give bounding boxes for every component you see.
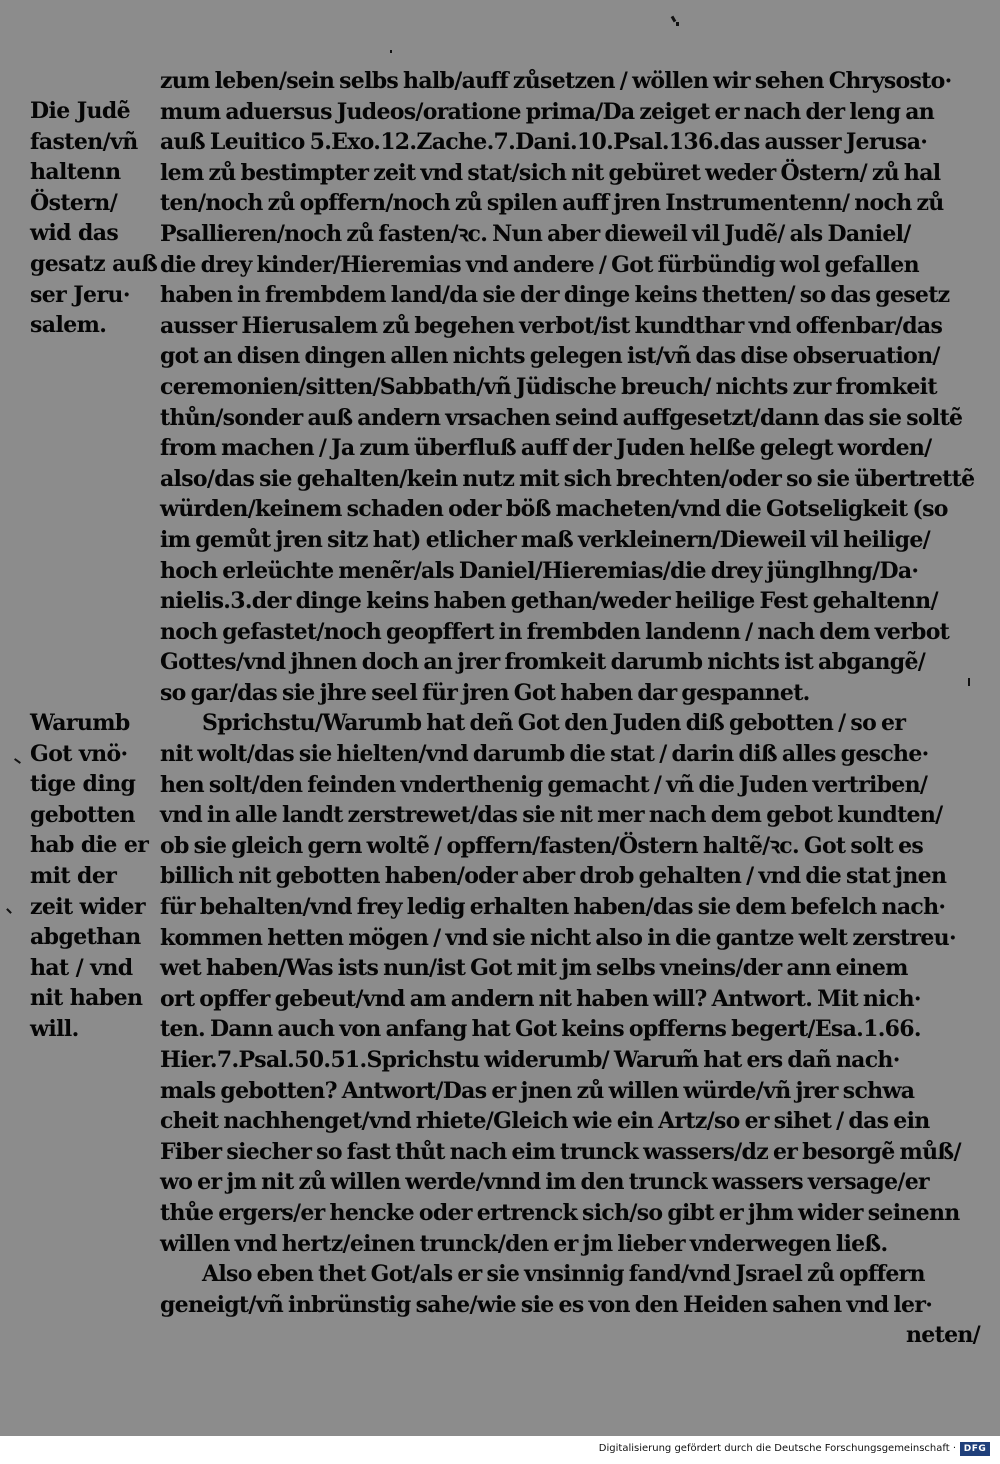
text-line: so gar/das sie jhre seel für jren Got haben dar gespannet. bbox=[160, 679, 810, 706]
margin-note-line: will. bbox=[30, 1015, 79, 1042]
text-line: thůn/sonder auß andern vrsachen seind auffgesetzt/dann das sie soltẽ bbox=[160, 404, 963, 431]
margin-note-line: mit der bbox=[30, 862, 117, 889]
text-line: zum leben/sein selbs halb/auff zůsetzen / wöllen wir sehen Chrysosto· bbox=[160, 68, 952, 94]
text-line: neten/ bbox=[906, 1322, 980, 1349]
text-line: wet haben/Was ists nun/ist Got mit jm selbs vneins/der ann einem bbox=[160, 955, 908, 982]
text-line: ten/noch zů opffern/noch zů spilen auff jren Instrumentenn/ noch zů bbox=[160, 190, 944, 217]
margin-note-line: zeit wider bbox=[30, 893, 145, 920]
margin-note-line: wid das bbox=[30, 220, 119, 247]
text-line: thůe ergers/er hencke oder ertrenck sich/so gibt er jhm wider seinenn bbox=[160, 1199, 960, 1226]
dfg-logo: DFG bbox=[960, 1442, 990, 1456]
text-line: also/das sie gehalten/kein nutz mit sich brechten/oder so sie übertrettẽ bbox=[160, 465, 975, 492]
ink-speck bbox=[6, 908, 12, 914]
text-line: ausser Hierusalem zů begehen verbot/ist kundthar vnd offenbar/das bbox=[160, 312, 943, 339]
text-line: from machen / Ja zum überfluß auff der Juden helße gelegt worden/ bbox=[160, 435, 932, 462]
ink-speck bbox=[676, 22, 679, 26]
text-line: noch gefastet/noch geopffert in frembden landenn / nach dem verbot bbox=[160, 618, 950, 645]
text-line: got an disen dingen allen nichts gelegen ist/vñ das dise obseruation/ bbox=[160, 343, 940, 370]
text-line: haben in frembdem land/da sie der dinge keins thetten/ so das gesetz bbox=[160, 282, 950, 309]
margin-note-line: nit haben bbox=[30, 985, 143, 1012]
text-line: hoch erleüchte menẽr/als Daniel/Hieremias/die drey jünglhng/Da· bbox=[160, 557, 919, 584]
text-line: Sprichstu/Warumb hat deñ Got den Juden diß gebotten / so er bbox=[202, 710, 906, 737]
footer-bar bbox=[0, 1436, 1000, 1464]
text-line: Also eben thet Got/als er sie vnsinnig fand/vnd Jsrael zů opffern bbox=[202, 1261, 925, 1288]
text-line: ceremonien/sitten/Sabbath/vñ Jüdische breuch/ nichts zur fromkeit bbox=[160, 373, 937, 400]
text-line: mals gebotten? Antwort/Das er jnen zů willen würde/vñ jrer schwa bbox=[160, 1077, 915, 1104]
ink-speck bbox=[390, 50, 392, 53]
text-line: hen solt/den feinden vnderthenig gemacht / vñ die Juden vertriben/ bbox=[160, 771, 928, 798]
margin-note-line: abgethan bbox=[30, 924, 141, 951]
text-line: auß Leuitico 5.Exo.12.Zache.7.Dani.10.Psal.136.das ausser Jerusa· bbox=[160, 129, 928, 156]
text-line: im gemůt jren sitz hat) etlicher maß verkleinern/Dieweil vil heilige/ bbox=[160, 526, 930, 553]
text-line: Hier.7.Psal.50.51.Sprichstu widerumb/ Warum̃ hat ers dañ nach· bbox=[160, 1047, 900, 1073]
text-line: ten. Dann auch von anfang hat Got keins opfferns begert/Esa.1.66. bbox=[160, 1016, 921, 1043]
text-line: geneigt/vñ inbrünstig sahe/wie sie es von den Heiden sahen vnd ler· bbox=[160, 1291, 933, 1318]
text-line: ort opffer gebeut/vnd am andern nit haben will? Antwort. Mit nich· bbox=[160, 985, 921, 1012]
ink-speck bbox=[14, 758, 21, 764]
text-line: billich nit gebotten haben/oder aber drob gehalten / vnd die stat jnen bbox=[160, 863, 947, 890]
text-line: mum aduersus Judeos/oratione prima/Da zeiget er nach der leng an bbox=[160, 98, 935, 125]
text-line: Fiber siecher so fast thůt nach eim trunck wassers/dz er besorgẽ můß/ bbox=[160, 1138, 961, 1165]
margin-note-line: Die Judẽ bbox=[30, 98, 131, 124]
margin-note-line: Warumb bbox=[30, 710, 130, 736]
text-line: ob sie gleich gern woltẽ / opffern/fasten/Östern haltẽ/ꝛc. Got solt es bbox=[160, 832, 924, 859]
text-line: nit wolt/das sie hielten/vnd darumb die stat / darin diß alles gesche· bbox=[160, 741, 929, 768]
text-line: lem zů bestimpter zeit vnd stat/sich nit gebüret weder Östern/ zů hal bbox=[160, 159, 941, 186]
margin-note-line: hat / vnd bbox=[30, 954, 133, 981]
margin-note-line: tige ding bbox=[30, 771, 136, 798]
margin-note-line: hab die er bbox=[30, 832, 149, 859]
margin-note-line: Östern/ bbox=[30, 189, 118, 216]
digitization-credit: Digitalisierung gefördert durch die Deutsche Forschungsgemeinschaft · bbox=[598, 1443, 956, 1454]
margin-note-line: fasten/vñ bbox=[30, 128, 138, 155]
margin-note-line: ser Jeru· bbox=[30, 281, 130, 308]
text-line: Gottes/vnd jhnen doch an jrer fromkeit darumb nichts ist abgangẽ/ bbox=[160, 649, 926, 676]
margin-note-why-god bbox=[30, 708, 158, 1045]
text-line: cheit nachhenget/vnd rhiete/Gleich wie ein Artz/so er sihet / das ein bbox=[160, 1108, 930, 1135]
margin-note-line: salem. bbox=[30, 312, 107, 339]
margin-note-line: gebotten bbox=[30, 801, 135, 828]
text-line: nielis.3.der dinge keins haben gethan/weder heilige Fest gehaltenn/ bbox=[160, 588, 938, 615]
text-line: willen vnd hertz/einen trunck/den er jm lieber vnderwegen ließ. bbox=[160, 1230, 888, 1257]
text-line: für behalten/vnd frey ledig erhalten haben/das sie dem befelch nach· bbox=[160, 894, 946, 921]
text-line: die drey kinder/Hieremias vnd andere / Got fürbündig wol gefallen bbox=[160, 251, 919, 278]
margin-note-line: haltenn bbox=[30, 159, 121, 186]
text-line: Psallieren/noch zů fasten/ꝛc. Nun aber dieweil vil Judẽ/ als Daniel/ bbox=[160, 220, 911, 247]
main-text-block bbox=[160, 66, 990, 1351]
text-line: wo er jm nit zů willen werde/vnnd im den trunck wassers versage/er bbox=[160, 1169, 929, 1196]
margin-note-line: Got vnö· bbox=[30, 740, 128, 767]
margin-note-line: gesatz auß bbox=[30, 250, 158, 277]
text-line: kommen hetten mögen / vnd sie nicht also in die gantze welt zerstreu· bbox=[160, 924, 956, 951]
text-line: vnd in alle landt zerstrewet/das sie nit mer nach dem gebot kundten/ bbox=[160, 802, 943, 829]
text-line: würden/keinem schaden oder böß macheten/vnd die Gotseligkeit (so bbox=[160, 496, 948, 523]
margin-note-jews-fasting bbox=[30, 96, 158, 341]
